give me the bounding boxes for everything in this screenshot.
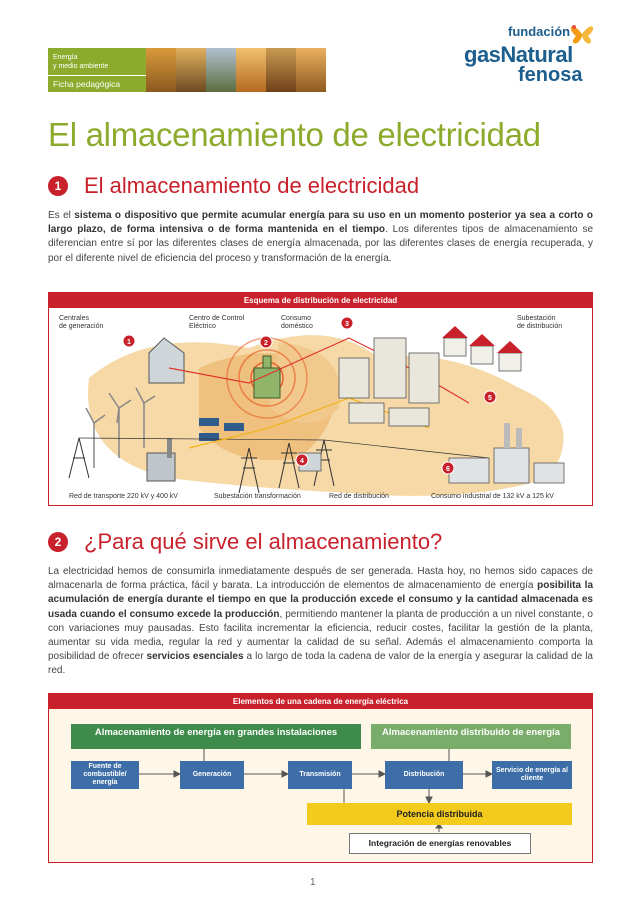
- label-subestacion-transformacion: Subestación transformación: [214, 493, 301, 500]
- text: Es el: [48, 210, 75, 221]
- section-2-paragraph: [48, 565, 593, 679]
- label-centrales: [59, 315, 103, 331]
- energy-chain-diagram: [48, 693, 593, 863]
- storage-large-installations: Almacenamiento de energía en grandes instalaciones: [71, 724, 361, 749]
- text: , permitiendo mantener la planta de producción a un nivel constante, o con variaciones muy pausadas. Esto facilita incrementar la eficiencia, reducir costes, facilitar la gestión de la planta, aumentar su vida media, regular la red y aumentar la calidad de su señal. Además el almacenamiento comporta la posibilidad de ofrecer: [48, 608, 593, 663]
- chain-transmision: Transmisión: [288, 761, 352, 789]
- marker-label: 1: [127, 339, 131, 346]
- logo-fenosa: fenosa: [518, 64, 583, 86]
- label-line: doméstico: [281, 323, 313, 330]
- distribution-illustration: [49, 308, 593, 506]
- text: . Los diferentes tipos de almacenamiento se diferencian entre sí por las diferentes clases de energía almacenada, por las diferentes clases de energía recuperada, y por el diferente nivel de eficiencia del proceso y transformación de la energía.: [48, 224, 594, 264]
- section-2-title: ¿Para qué sirve el almacenamiento?: [84, 529, 443, 554]
- label-line: de generación: [59, 323, 104, 330]
- label-control: [189, 315, 244, 331]
- page-title: El almacenamiento de electricidad: [48, 116, 541, 153]
- category-label: [48, 48, 146, 92]
- marker-label: 5: [488, 395, 492, 402]
- label-line: Eléctrico: [189, 323, 216, 330]
- logo-gasnatural: gasNatural: [464, 42, 573, 67]
- distribution-diagram: [48, 292, 593, 506]
- logo: [460, 18, 600, 88]
- section-1-title: El almacenamiento de electricidad: [84, 173, 420, 198]
- category-text: [53, 53, 108, 71]
- potencia-distribuida: Potencia distribuida: [307, 803, 572, 825]
- marker-label: 6: [446, 466, 450, 473]
- label-red-distribucion: Red de distribución: [329, 493, 389, 500]
- marker-label: 4: [300, 458, 304, 465]
- photo-1: [146, 48, 176, 92]
- photo-6: [296, 48, 326, 92]
- chain-servicio: Servicio de energía al cliente: [492, 761, 572, 789]
- section-2-number: 2: [48, 532, 68, 552]
- chain-generacion: Generación: [180, 761, 244, 789]
- chain-fuente: Fuente de combustible/ energía: [71, 761, 139, 789]
- bold-text: posibilita la acumulación de energía durante el tiempo en que la producción excede el consumo y la cantidad almacenada es usada cuando el consumo excede la producción: [48, 580, 593, 620]
- section-1-number: 1: [48, 176, 68, 196]
- section-1-paragraph: [48, 209, 593, 266]
- chain-distribucion: Distribución: [385, 761, 463, 789]
- label-line: Consumo: [281, 315, 311, 322]
- label-consumo-industrial: Consumo industrial de 132 kV a 125 kV: [431, 493, 554, 500]
- text: a lo largo de toda la cadena de valor de la energía y asegurar la calidad de la red.: [48, 651, 593, 677]
- category-line-2: y medio ambiente: [53, 63, 109, 70]
- logo-fundacion: fundación: [508, 24, 571, 39]
- text: La electricidad hemos de consumirla inmediatamente después de ser generada. Hasta hoy, no hemos sido capaces de almacenarla de forma práctica, fácil y barata. La introducción de elementos de almacenamiento de energía: [48, 566, 593, 592]
- ficha-label: Ficha pedagógica: [53, 79, 121, 89]
- photo-4: [236, 48, 266, 92]
- bold-text: servicios esenciales: [146, 651, 244, 663]
- page-number: 1: [310, 877, 316, 888]
- label-red-transporte: Red de transporte 220 kV y 400 kV: [69, 493, 178, 500]
- label-subestacion: [517, 315, 562, 331]
- photo-2: [176, 48, 206, 92]
- label-line: Subestación: [517, 315, 556, 322]
- integracion-renovables: Integración de energías renovables: [349, 833, 531, 854]
- category-line-1: Energía: [53, 54, 78, 61]
- figure-1-title: Esquema de distribución de electricidad: [49, 293, 592, 308]
- storage-distributed: Almacenamiento distribuido de energía: [371, 724, 571, 749]
- label-line: Centrales: [59, 315, 89, 322]
- marker-label: 2: [264, 340, 268, 347]
- label-line: de distribución: [517, 323, 563, 330]
- photo-3: [206, 48, 236, 92]
- label-consumo: [281, 315, 313, 331]
- divider: [48, 75, 146, 76]
- figure-2-title: Elementos de una cadena de energía eléctrica: [49, 694, 592, 709]
- label-line: Centro de Control: [189, 315, 245, 322]
- photo-5: [266, 48, 296, 92]
- header-photo-strip: [146, 48, 326, 92]
- bold-text: sistema o dispositivo que permite acumular energía para su uso en un momento posterior ya sea a corto o largo plazo, de forma intensiva o de forma mantenida en el tiempo: [48, 210, 594, 236]
- marker-label: 3: [345, 321, 349, 328]
- butterfly-icon: [566, 18, 598, 50]
